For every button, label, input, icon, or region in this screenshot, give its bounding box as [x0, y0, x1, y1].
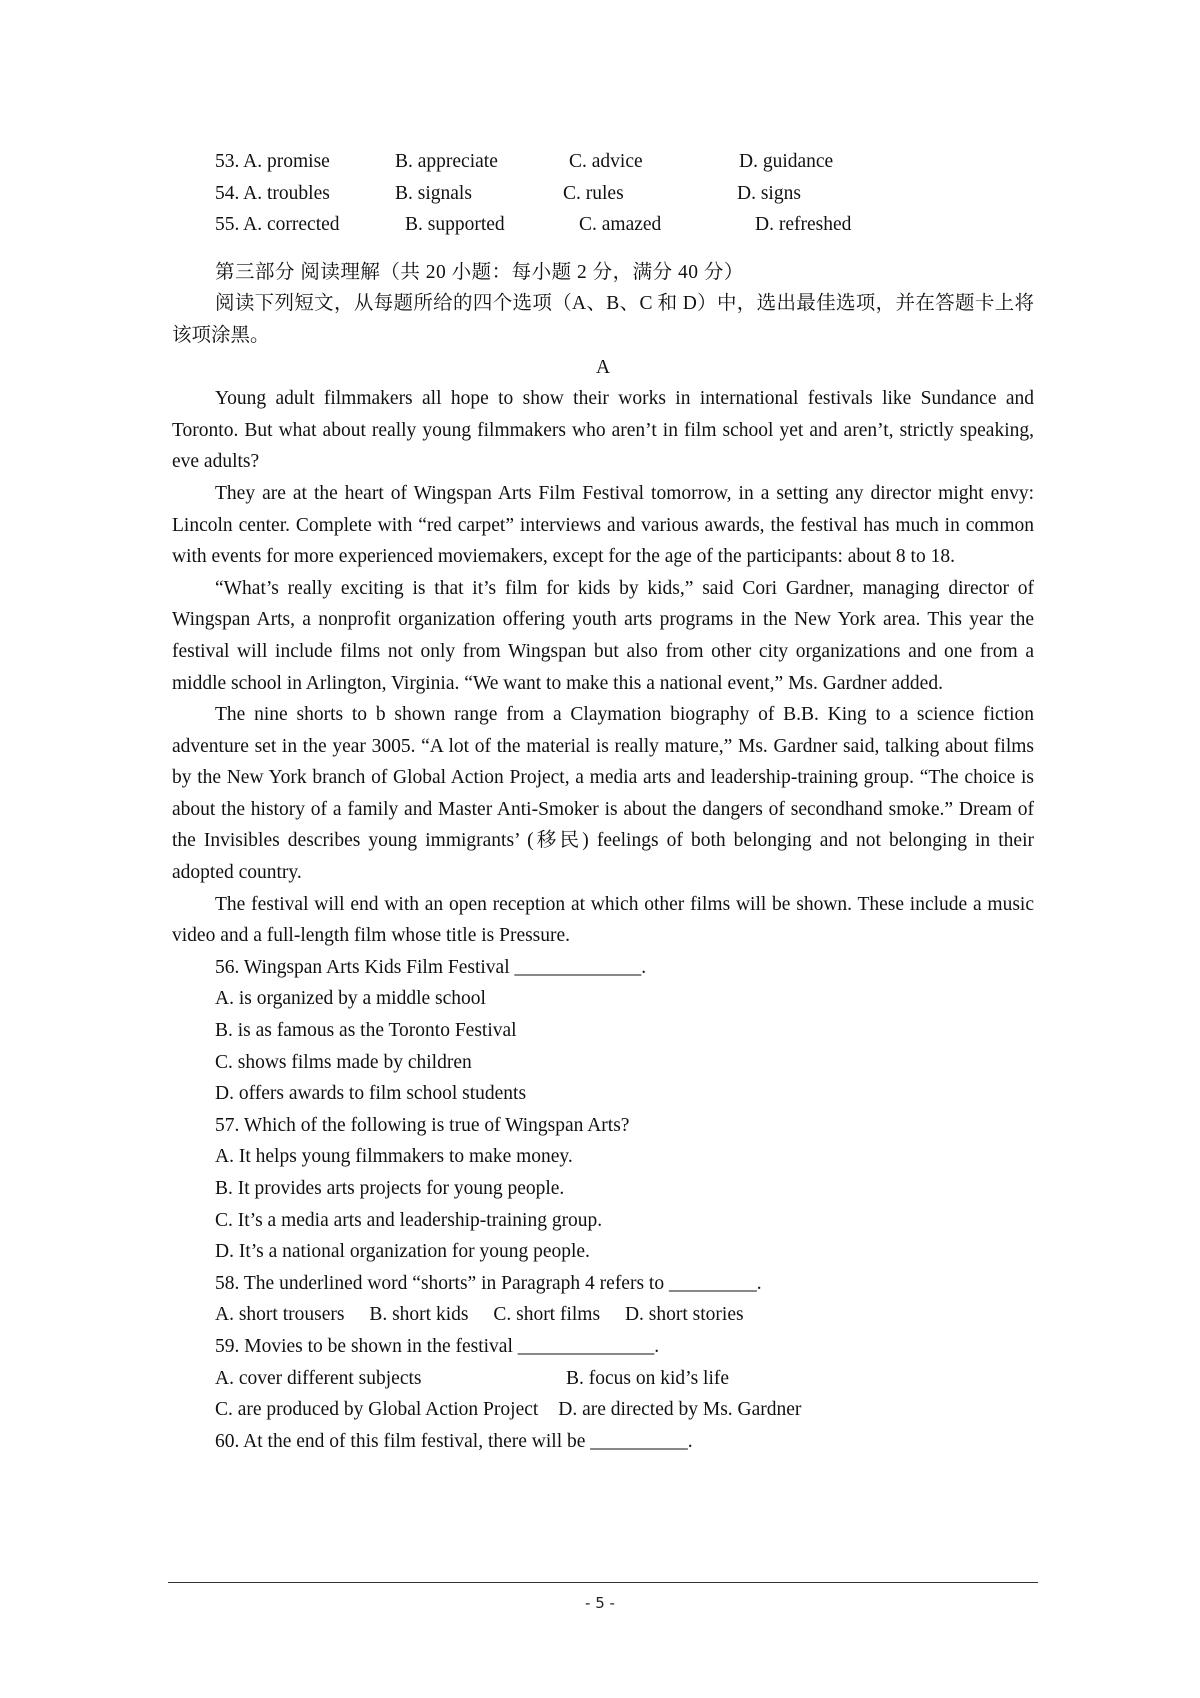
question-59-option-d: D. are directed by Ms. Gardner	[558, 1399, 802, 1421]
question-56-option-d: D. offers awards to film school students	[215, 1083, 527, 1105]
passage-paragraph-3: “What’s really exciting is that it’s film for kids by kids,” said Cori Gardner, managing director of Wingspan Arts, a nonprofit organization offering youth arts programs in the New York area. This year the festival will include films not only from Wingspan but also from other city organizations and one from a middle school in Arlington, Virginia. “We want to make this a national event,” Ms. Gardner added.	[172, 577, 1034, 694]
options-row-53	[172, 146, 1034, 178]
passage-paragraph-1: Young adult filmmakers all hope to show their works in international festivals like Sundance and Toronto. But what about really young filmmakers who aren’t in film school yet and aren’t, strictly speaking, eve adults?	[172, 388, 1034, 473]
question-59-stem: 59. Movies to be shown in the festival ______________.	[215, 1335, 660, 1357]
page-content	[172, 146, 1034, 1457]
footer-divider	[168, 1582, 1038, 1583]
option-53-c: C. advice	[569, 151, 643, 172]
question-58-option-c: C. short films	[493, 1304, 601, 1326]
option-53-d: D. guidance	[739, 151, 834, 172]
question-58-option-d: D. short stories	[624, 1304, 744, 1326]
question-59-options-row-2	[172, 1394, 1034, 1426]
passage-paragraph-5: The festival will end with an open reception at which other films will be shown. These include a music video and a full-length film whose title is Pressure.	[172, 893, 1034, 947]
option-55-b: B. supported	[405, 214, 505, 236]
question-56-option-b: B. is as famous as the Toronto Festival	[215, 1020, 517, 1042]
option-55-c: C. amazed	[579, 214, 662, 236]
question-58-options	[172, 1299, 1034, 1331]
question-56-stem: 56. Wingspan Arts Kids Film Festival _____________.	[215, 956, 647, 978]
passage-paragraph-4: The nine shorts to b shown range from a Claymation biography of B.B. King to a science fiction adventure set in the year 3005. “A lot of the material is really mature,” Ms. Gardner said, talking about films by the New York branch of Global Action Project, a media arts and leadership-training group. “The choice is about the history of a family and Master Anti-Smoker is about the dangers of secondhand smoke.” Dream of the Invisibles describes young immigrants’ (移民) feelings of both belonging and not belonging in their adopted country.	[172, 704, 1034, 884]
option-54-d: D. signs	[737, 182, 801, 204]
question-58-option-b: B. short kids	[369, 1304, 469, 1326]
option-55-d: D. refreshed	[755, 214, 852, 236]
option-53-b: B. appreciate	[395, 151, 498, 172]
question-58-stem: 58. The underlined word “shorts” in Paragraph 4 refers to _________.	[215, 1272, 762, 1294]
option-54-c: C. rules	[563, 182, 624, 204]
section-instruction: 阅读下列短文，从每题所给的四个选项（A、B、C 和 D）中，选出最佳选项，并在答题卡上将该项涂黑。	[172, 293, 1034, 346]
question-58-option-a: A. short trousers	[215, 1304, 345, 1326]
options-row-55	[172, 209, 1034, 241]
option-54-a: 54. A. troubles	[215, 182, 330, 204]
page-number: - 5 -	[585, 1594, 615, 1612]
question-59-option-b: B. focus on kid’s life	[566, 1367, 730, 1389]
question-56-option-a: A. is organized by a middle school	[215, 988, 486, 1010]
option-53-a: 53. A. promise	[215, 151, 330, 172]
question-60-stem: 60. At the end of this film festival, there will be __________.	[215, 1430, 693, 1452]
question-56-option-c: C. shows films made by children	[215, 1051, 472, 1073]
options-row-54	[172, 178, 1034, 210]
question-59-options-row-1	[172, 1363, 1034, 1395]
question-59-option-c: C. are produced by Global Action Project	[215, 1399, 539, 1421]
question-57-option-d: D. It’s a national organization for young people.	[215, 1241, 590, 1263]
passage-paragraph-2: They are at the heart of Wingspan Arts Film Festival tomorrow, in a setting any director might envy: Lincoln center. Complete with “red carpet” interviews and various awards, the festival has much in common with events for more experienced moviemakers, except for the age of the participants: about 8 to 18.	[172, 482, 1034, 568]
question-57-option-c: C. It’s a media arts and leadership-training group.	[215, 1209, 603, 1231]
question-57-stem: 57. Which of the following is true of Wingspan Arts?	[215, 1114, 630, 1136]
question-57-option-b: B. It provides arts projects for young people.	[215, 1178, 565, 1199]
question-57-option-a: A. It helps young filmmakers to make money.	[215, 1146, 573, 1168]
option-55-a: 55. A. corrected	[215, 214, 340, 236]
question-59-option-a: A. cover different subjects	[215, 1367, 422, 1389]
section-title: 第三部分 阅读理解（共 20 小题：每小题 2 分，满分 40 分）	[215, 261, 744, 283]
passage-letter: A	[595, 356, 611, 378]
option-54-b: B. signals	[395, 182, 472, 204]
